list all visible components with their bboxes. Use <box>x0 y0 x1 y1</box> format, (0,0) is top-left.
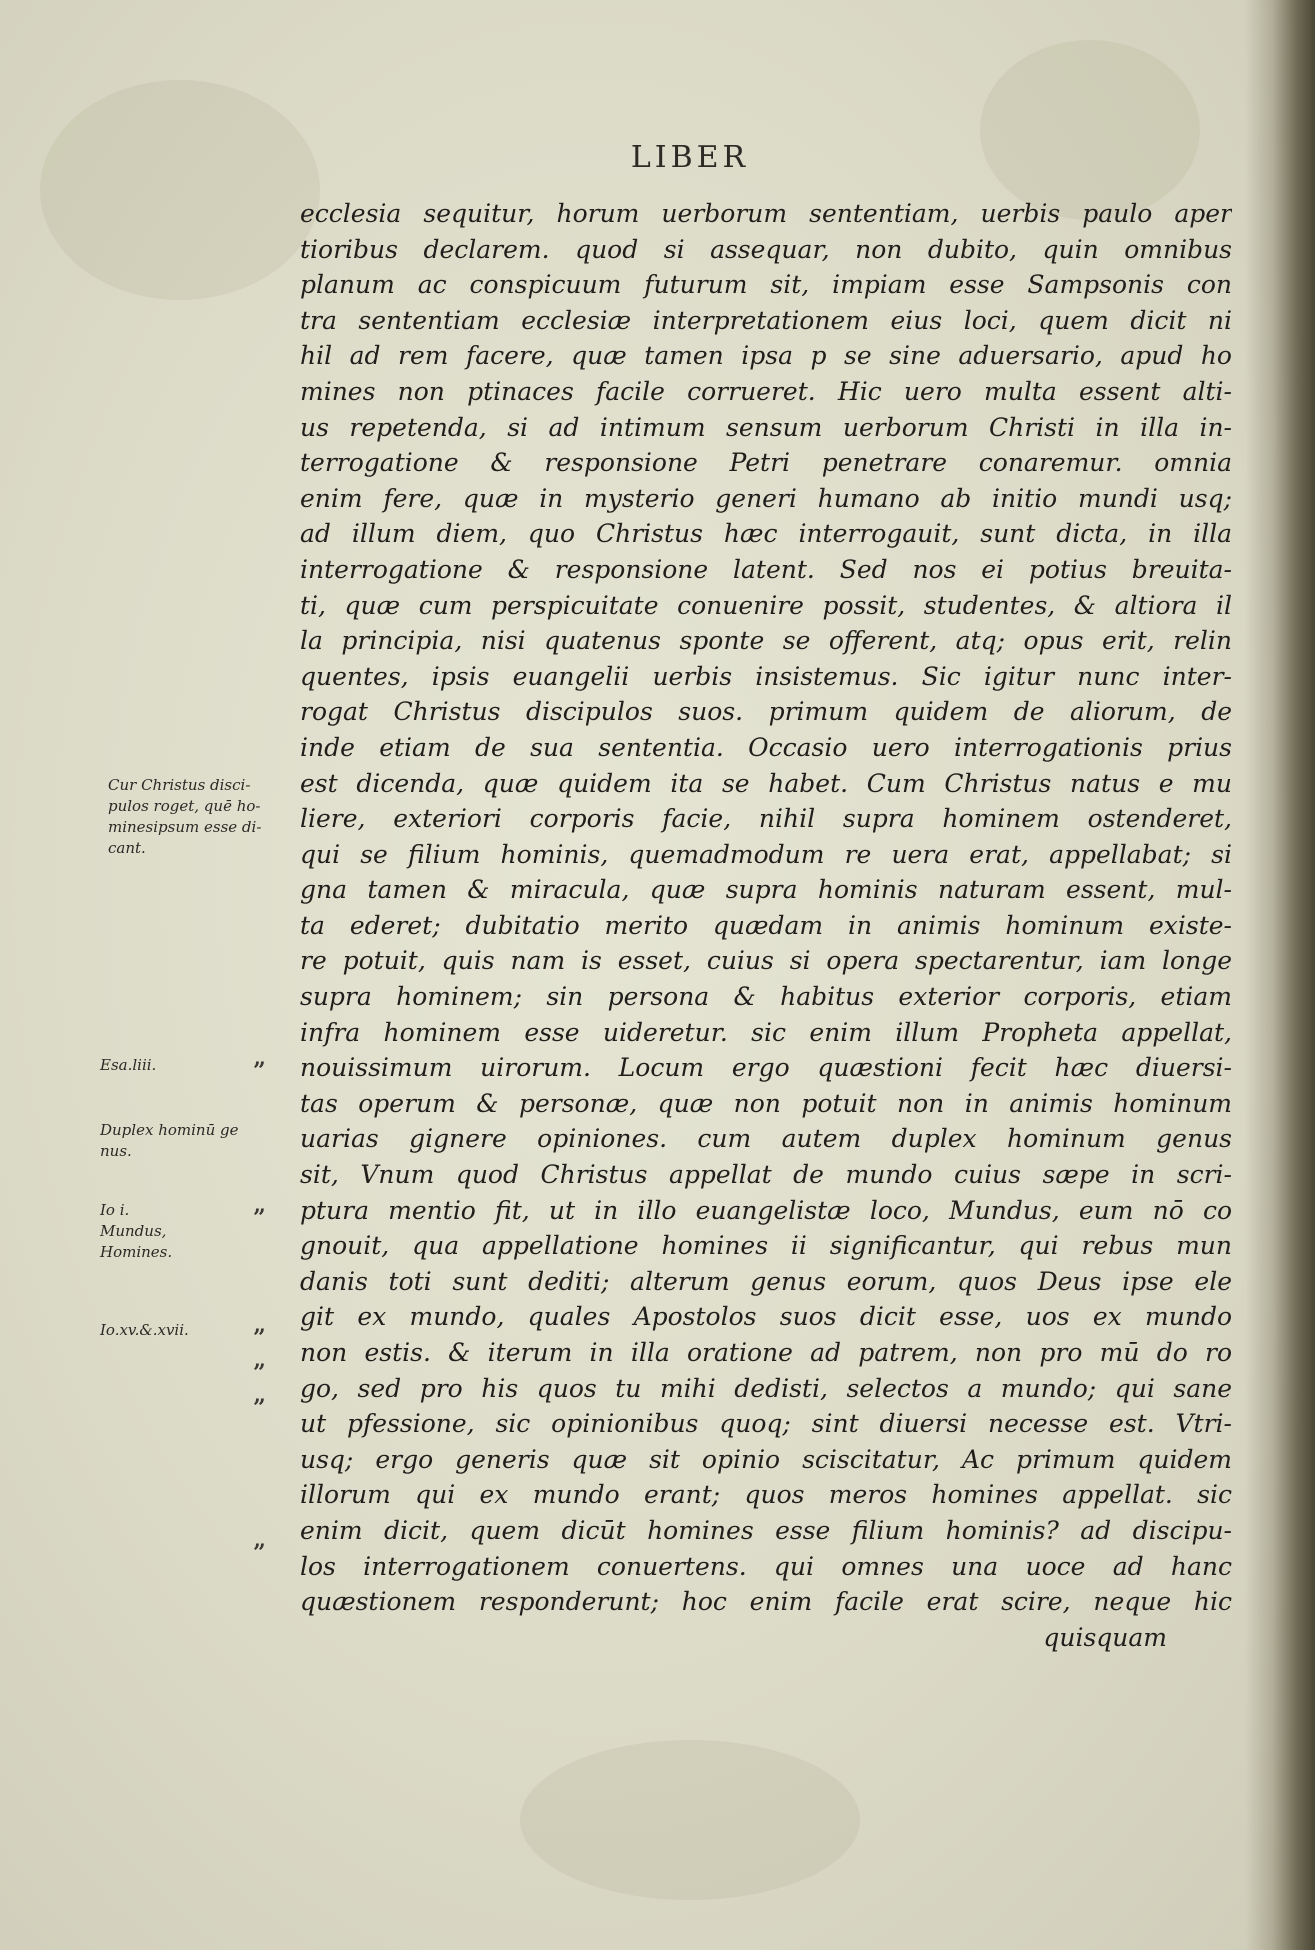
quote-mark: ” <box>253 1058 266 1084</box>
text-line: quentes, ipsis euangelii uerbis insistemus. Sic igitur nunc inter- <box>300 661 1232 691</box>
margin-note-line: minesipsum esse di- <box>108 818 262 836</box>
text-line: inde etiam de sua sententia. Occasio uero interrogationis prius <box>300 732 1232 762</box>
paper-stain <box>520 1740 860 1900</box>
text-line: mines non ptinaces facile corrueret. Hic uero multa essent alti- <box>300 376 1232 406</box>
text-line: re potuit, quis nam is esset, cuius si opera spectarentur, iam longe <box>300 946 1232 976</box>
margin-note-io-mundus <box>100 1200 172 1263</box>
margin-note-line: Homines. <box>100 1243 173 1261</box>
margin-note-cur-christus <box>108 775 261 859</box>
text-line: uarias gignere opiniones. cum autem duplex hominum genus <box>300 1124 1232 1154</box>
text-line: la principia, nisi quatenus sponte se offerent, atq; opus erit, relin <box>300 626 1232 656</box>
text-line: us repetenda, si ad intimum sensum uerborum Christi in illa in- <box>300 412 1232 442</box>
margin-note-line: pulos roget, quē ho- <box>108 797 261 815</box>
text-line: ti, quæ cum perspicuitate conuenire possit, studentes, & altiora il <box>300 590 1232 620</box>
margin-note-line: Io i. <box>100 1201 130 1219</box>
paper-stain <box>980 40 1200 220</box>
main-text-block <box>300 196 1232 1655</box>
text-line: ecclesia sequitur, horum uerborum sententiam, uerbis paulo aper <box>300 199 1232 228</box>
text-line: hil ad rem facere, quæ tamen ipsa p se sine aduersario, apud ho <box>300 341 1232 371</box>
quote-mark: ” <box>253 1325 266 1351</box>
text-line: go, sed pro his quos tu mihi dedisti, selectos a mundo; qui sane <box>300 1373 1232 1403</box>
text-line: ta ederet; dubitatio merito quædam in animis hominum existe- <box>300 910 1232 940</box>
text-line: danis toti sunt dediti; alterum genus eorum, quos Deus ipse ele <box>300 1266 1232 1296</box>
text-line: git ex mundo, quales Apostolos suos dicit esse, uos ex mundo <box>300 1302 1232 1332</box>
paper-stain <box>40 80 320 300</box>
margin-note-line: Duplex hominū ge <box>100 1121 239 1139</box>
text-line: tas operum & personæ, quæ non potuit non in animis hominum <box>300 1088 1232 1118</box>
text-line: supra hominem; sin persona & habitus exterior corporis, etiam <box>300 982 1232 1012</box>
text-line: infra hominem esse uideretur. sic enim illum Propheta appellat, <box>300 1017 1232 1047</box>
text-line: qui se filium hominis, quemadmodum re uera erat, appellabat; si <box>300 839 1232 869</box>
margin-note-io-xv <box>100 1320 189 1341</box>
text-line: sit, Vnum quod Christus appellat de mundo cuius sæpe in scri- <box>300 1160 1232 1190</box>
text-line: ut pfessione, sic opinionibus quoq; sint diuersi necesse est. Vtri- <box>300 1409 1232 1439</box>
text-line: est dicenda, quæ quidem ita se habet. Cum Christus natus e mu <box>300 768 1232 798</box>
catchword: quisquam <box>1043 1622 1167 1652</box>
text-line: interrogatione & responsione latent. Sed nos ei potius breuita- <box>300 554 1232 584</box>
running-heading: LIBER <box>630 140 750 175</box>
text-line: quæstionem responderunt; hoc enim facile erat scire, neque hic <box>300 1587 1232 1617</box>
text-line: gna tamen & miracula, quæ supra hominis naturam essent, mul- <box>300 875 1232 905</box>
margin-note-line: Io.xv.&.xvii. <box>100 1321 189 1339</box>
text-line: enim fere, quæ in mysterio generi humano ab initio mundi usq; <box>300 483 1232 513</box>
margin-note-line: nus. <box>100 1142 132 1160</box>
text-line: ad illum diem, quo Christus hæc interrogauit, sunt dicta, in illa <box>300 519 1232 549</box>
text-line: ptura mentio fit, ut in illo euangelistæ loco, Mundus, eum nō co <box>300 1195 1232 1225</box>
text-line: los interrogationem conuertens. qui omnes una uoce ad hanc <box>300 1551 1232 1581</box>
text-line: rogat Christus discipulos suos. primum quidem de aliorum, de <box>300 697 1232 727</box>
text-line: enim dicit, quem dicūt homines esse filium hominis? ad discipu- <box>300 1515 1232 1545</box>
text-line: non estis. & iterum in illa oratione ad patrem, non pro mū do ro <box>300 1338 1232 1367</box>
text-line: liere, exteriori corporis facie, nihil supra hominem ostenderet, <box>300 804 1232 834</box>
margin-note-esa <box>100 1055 156 1076</box>
margin-note-line: cant. <box>108 839 146 857</box>
text-line: tioribus declarem. quod si assequar, non dubito, quin omnibus <box>300 234 1232 264</box>
text-line: planum ac conspicuum futurum sit, impiam esse Sampsonis con <box>300 270 1232 300</box>
text-line: tra sententiam ecclesiæ interpretationem eius loci, quem dicit ni <box>300 305 1232 335</box>
text-line: nouissimum uirorum. Locum ergo quæstioni fecit hæc diuersi- <box>300 1053 1232 1083</box>
text-line: illorum qui ex mundo erant; quos meros homines appellat. sic <box>300 1480 1232 1510</box>
margin-note-line: Cur Christus disci- <box>108 776 251 794</box>
text-line: usq; ergo generis quæ sit opinio sciscitatur, Ac primum quidem <box>300 1444 1232 1474</box>
margin-note-line: Esa.liii. <box>100 1056 157 1074</box>
quote-mark: ” <box>253 1395 266 1421</box>
margin-note-line: Mundus, <box>100 1222 167 1240</box>
margin-note-duplex <box>100 1120 238 1162</box>
text-line: terrogatione & responsione Petri penetrare conaremur. omnia <box>300 448 1232 478</box>
quote-mark: ” <box>253 1205 266 1231</box>
text-line: gnouit, qua appellatione homines ii significantur, qui rebus mun <box>300 1231 1232 1261</box>
quote-mark: ” <box>253 1540 266 1566</box>
quote-mark: ” <box>253 1360 266 1386</box>
book-gutter-shadow <box>1245 0 1315 1950</box>
